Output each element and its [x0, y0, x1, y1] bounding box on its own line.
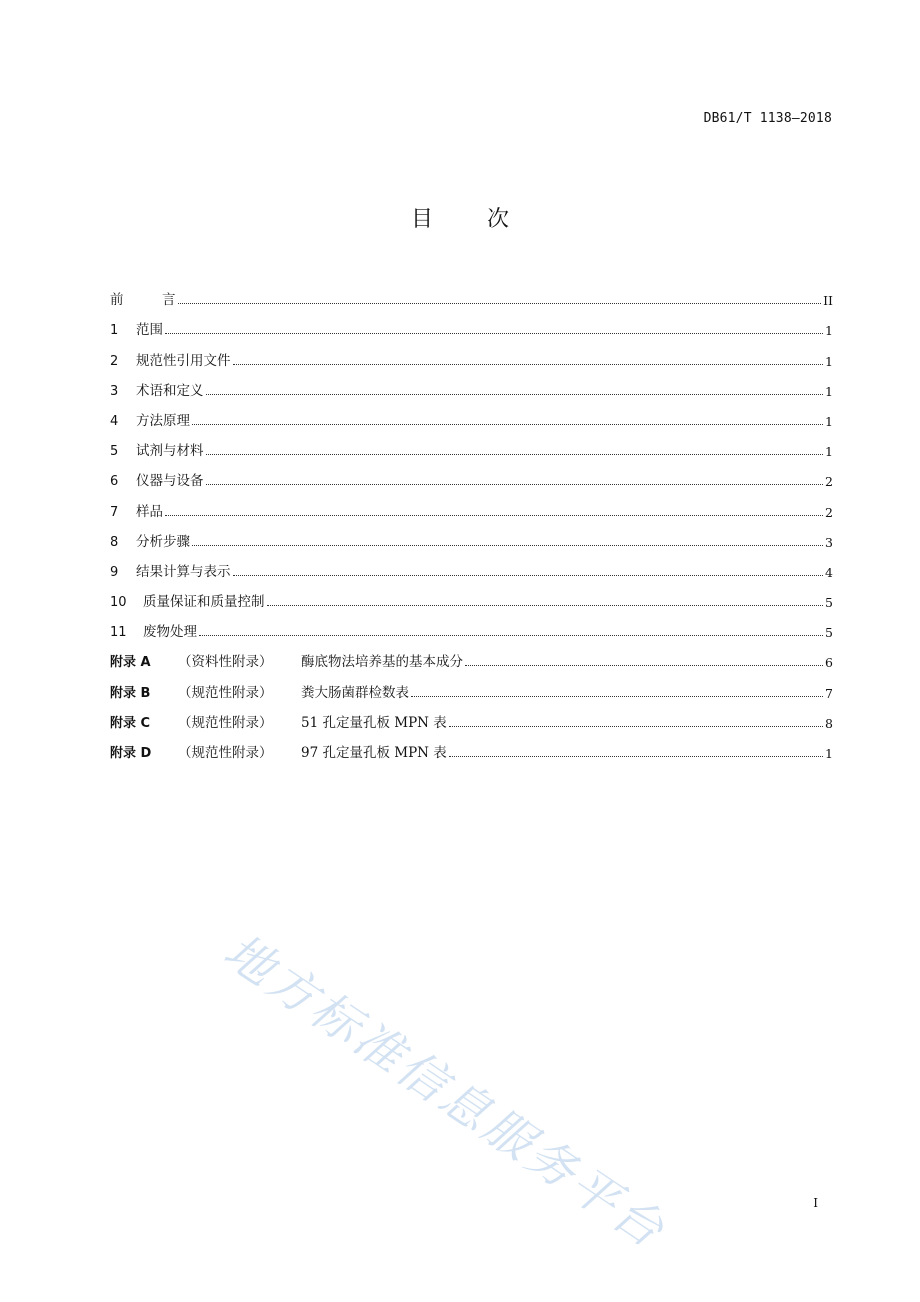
- appendix-title: 酶底物法培养基的基本成分: [301, 654, 463, 671]
- appendix-label: 附录 D: [110, 746, 152, 761]
- table-of-contents: [110, 278, 833, 761]
- section-label: 结果计算与表示: [136, 563, 231, 580]
- dot-leader: [233, 574, 824, 576]
- toc-entry[interactable]: [110, 520, 833, 550]
- section-label: 试剂与材料: [136, 443, 204, 460]
- section-number: 6: [110, 474, 119, 490]
- section-number: 11: [110, 625, 127, 641]
- page-number: 7: [825, 685, 833, 701]
- page-number: 1: [825, 353, 833, 369]
- appendix-kind: （规范性附录）: [178, 684, 273, 701]
- section-label: 仪器与设备: [136, 473, 204, 490]
- section-number: 2: [110, 353, 119, 369]
- section-number: 4: [110, 413, 119, 429]
- toc-entry[interactable]: [110, 489, 833, 519]
- page-title: [0, 202, 920, 233]
- page-number: 5: [825, 595, 833, 611]
- appendix-kind: （规范性附录）: [178, 745, 273, 761]
- dot-leader: [465, 664, 823, 666]
- standard-code: DB61/T 1138—2018: [703, 111, 832, 126]
- dot-leader: [449, 755, 823, 757]
- dot-leader: [449, 725, 823, 727]
- toc-entry[interactable]: [110, 338, 833, 368]
- dot-leader: [206, 393, 824, 395]
- preface-label-a: 前: [110, 292, 124, 309]
- dot-leader: [267, 604, 824, 606]
- page-number: 2: [825, 474, 833, 490]
- page-number: 8: [825, 715, 833, 731]
- dot-leader: [233, 363, 824, 365]
- toc-entry[interactable]: [110, 459, 833, 489]
- section-number: 7: [110, 504, 119, 520]
- section-label: 质量保证和质量控制: [143, 594, 265, 611]
- section-number: 8: [110, 534, 119, 550]
- page-number: 2: [825, 504, 833, 520]
- section-label: 样品: [136, 503, 163, 520]
- appendix-label: 附录 C: [110, 715, 151, 731]
- section-number: 1: [110, 323, 119, 339]
- dot-leader: [411, 695, 823, 697]
- appendix-kind: （资料性附录）: [178, 654, 273, 671]
- title-char-2: 次: [487, 207, 510, 232]
- section-number: 5: [110, 444, 119, 460]
- toc-entry[interactable]: [110, 308, 833, 338]
- page-number: 1: [825, 444, 833, 460]
- section-label: 术语和定义: [136, 382, 204, 399]
- footer-page-number: I: [813, 1196, 818, 1210]
- appendix-title: 97 孔定量孔板 MPN 表: [301, 745, 447, 761]
- dot-leader: [178, 302, 822, 304]
- preface-label-b: 言: [162, 292, 176, 309]
- page-number: 5: [825, 625, 833, 641]
- section-label: 规范性引用文件: [136, 352, 231, 369]
- watermark: 地方标准信息服务平台: [213, 923, 677, 1261]
- dot-leader: [206, 453, 824, 455]
- page-number: 4: [825, 564, 833, 580]
- section-label: 分析步骤: [136, 533, 190, 550]
- section-number: 10: [110, 595, 127, 611]
- toc-appendix-entry[interactable]: [110, 640, 833, 670]
- toc-appendix-entry[interactable]: [110, 701, 833, 731]
- appendix-title: 51 孔定量孔板 MPN 表: [301, 714, 447, 731]
- page-number: II: [823, 293, 833, 309]
- toc-appendix-entry[interactable]: [110, 670, 833, 700]
- toc-entry[interactable]: [110, 610, 833, 640]
- page-number: 1: [825, 746, 833, 761]
- page-number: 1: [825, 383, 833, 399]
- dot-leader: [165, 332, 823, 334]
- toc-entry[interactable]: [110, 580, 833, 610]
- toc-appendix-entry[interactable]: [110, 731, 833, 761]
- section-number: 3: [110, 383, 119, 399]
- appendix-kind: （规范性附录）: [178, 714, 273, 731]
- dot-leader: [199, 634, 823, 636]
- page-number: 3: [825, 534, 833, 550]
- appendix-label: 附录 B: [110, 685, 151, 701]
- section-label: 方法原理: [136, 412, 190, 429]
- toc-entry[interactable]: [110, 550, 833, 580]
- section-label: 范围: [136, 322, 163, 339]
- dot-leader: [206, 483, 824, 485]
- toc-entry[interactable]: [110, 429, 833, 459]
- toc-entry[interactable]: [110, 369, 833, 399]
- dot-leader: [192, 423, 823, 425]
- page-number: 1: [825, 413, 833, 429]
- page-number: 1: [825, 323, 833, 339]
- toc-entry[interactable]: [110, 399, 833, 429]
- dot-leader: [165, 514, 823, 516]
- page-number: 6: [825, 655, 833, 671]
- appendix-title: 粪大肠菌群检数表: [301, 684, 409, 701]
- appendix-label: 附录 A: [110, 655, 151, 671]
- dot-leader: [192, 544, 823, 546]
- title-char-1: 目: [410, 207, 433, 232]
- section-number: 9: [110, 564, 119, 580]
- toc-entry-preface[interactable]: [110, 278, 833, 308]
- section-label: 废物处理: [143, 624, 197, 641]
